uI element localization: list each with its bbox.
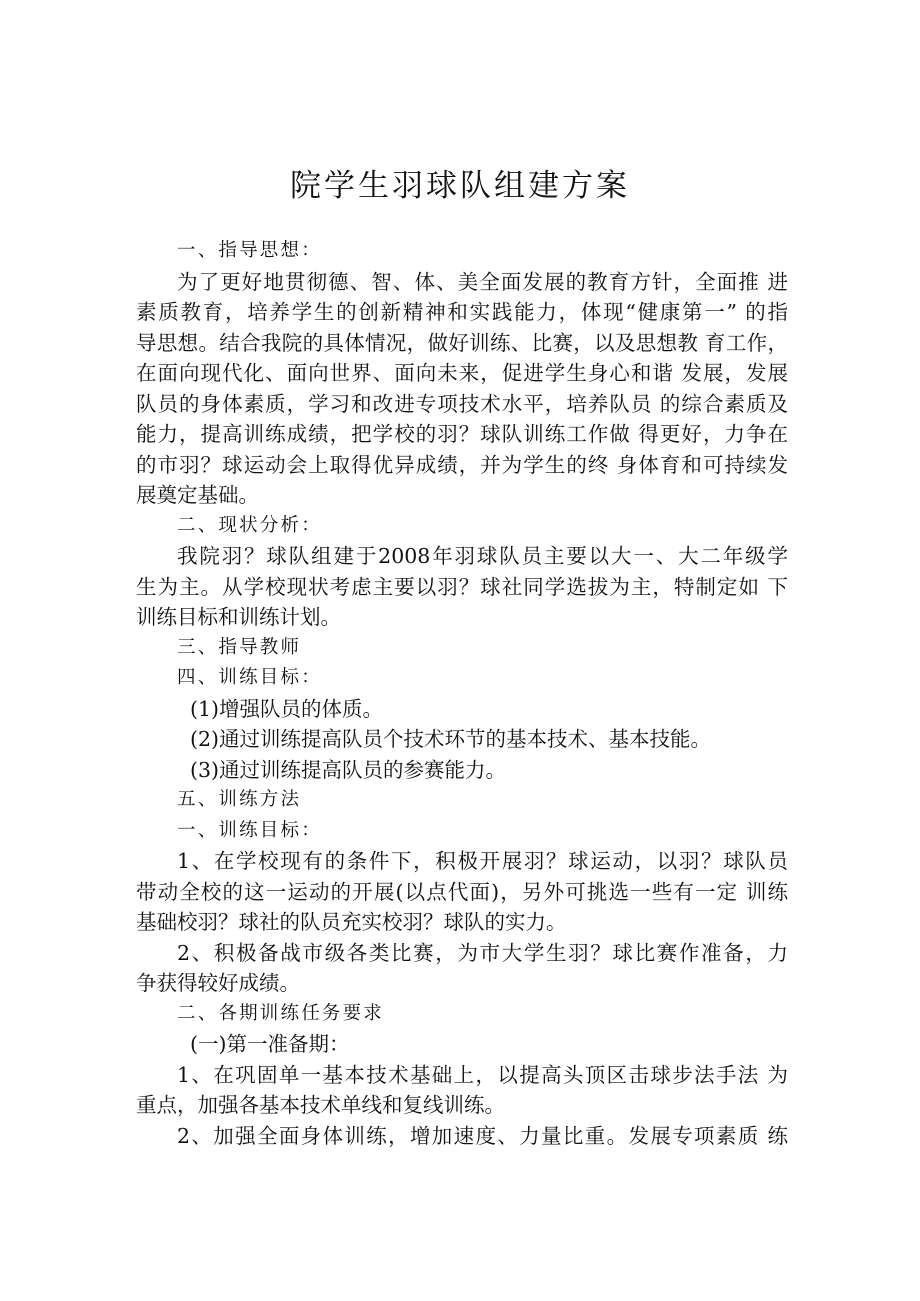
paragraph-line: 为了更好地贯彻德、智、体、美全面发展的教育方针，全面推 进	[177, 269, 788, 294]
paragraph-line: 展奠定基础。	[136, 483, 259, 507]
paragraph-line: 争获得较好成绩。	[136, 971, 300, 995]
paragraph-line: 重点，加强各基本技术单线和复线训练。	[136, 1093, 505, 1117]
section-heading: 二、各期训练任务要求	[177, 1002, 385, 1024]
section-heading: 一、指导思想：	[177, 240, 322, 261]
list-item: (1)增强队员的体质。	[190, 696, 384, 721]
paragraph-line: 1、在巩固单一基本技术基础上，以提高头顶区击球步法手法 为	[177, 1062, 788, 1087]
paragraph-line: 素质教育，培养学生的创新精神和实践能力，体现“健康第一” 的指	[136, 300, 788, 324]
list-item: (3)通过训练提高队员的参赛能力。	[190, 757, 507, 782]
list-item: (一)第一准备期：	[190, 1032, 350, 1056]
section-heading: 三、指导教师	[177, 636, 302, 658]
paragraph-line: 生为主。从学校现状考虑主要以羽？球社同学选拔为主，特制定如 下	[136, 574, 788, 599]
paragraph-line: 带动全校的这一运动的开展(以点代面)，另外可挑选一些有一定 训练	[136, 879, 788, 904]
section-heading: 二、现状分析：	[177, 514, 322, 536]
paragraph-line: 的市羽？球运动会上取得优异成绩，并为学生的终 身体育和可持续发	[136, 452, 788, 477]
paragraph-line: 我院羽？球队组建于2008年羽球队员主要以大一、大二年级学	[177, 544, 788, 568]
section-heading: 五、训练方法	[177, 789, 302, 810]
paragraph-line: 1、在学校现有的条件下，积极开展羽？球运动，以羽？球队员	[177, 849, 788, 873]
paragraph-line: 2、加强全面身体训练，增加速度、力量比重。发展专项素质 练	[177, 1123, 788, 1148]
paragraph-line: 队员的身体素质，学习和改进专项技术水平，培养队员 的综合素质及	[136, 391, 788, 416]
paragraph-line: 2、积极备战市级各类比赛，为市大学生羽？球比赛作准备，力	[177, 940, 788, 965]
section-heading: 四、训练目标：	[177, 667, 322, 688]
document-body	[136, 236, 788, 1151]
document-title: 院学生羽球队组建方案	[290, 168, 630, 204]
paragraph-line: 训练目标和训练计划。	[136, 605, 341, 629]
paragraph-line: 在面向现代化、面向世界、面向未来，促进学生身心和谐 发展，发展	[136, 361, 788, 385]
list-item: (2)通过训练提高队员个技术环节的基本技术、基本技能。	[190, 727, 712, 751]
section-heading: 一、训练目标：	[177, 819, 322, 841]
paragraph-line: 能力，提高训练成绩，把学校的羽？球队训练工作做 得更好，力争在	[136, 422, 788, 446]
paragraph-line: 导思想。结合我院的具体情况，做好训练、比赛，以及思想教 育工作，	[136, 330, 788, 355]
paragraph-line: 基础校羽？球社的队员充实校羽？球队的实力。	[136, 910, 567, 934]
